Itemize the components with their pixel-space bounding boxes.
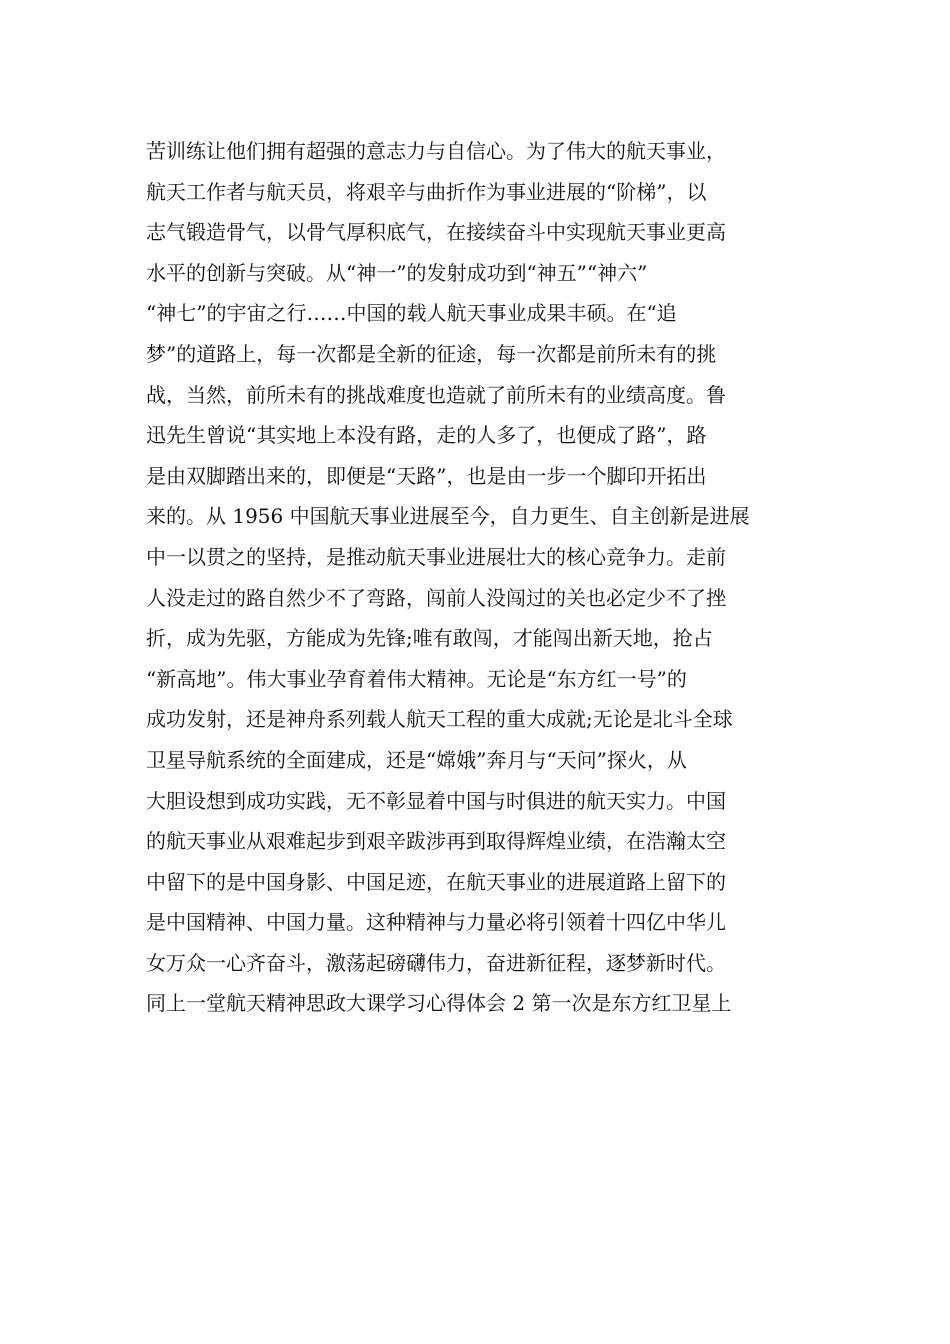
text-line: “新高地”。伟大事业孕育着伟大精神。无论是“东方红一号”的 bbox=[146, 666, 687, 691]
body-text bbox=[146, 131, 806, 1024]
text-line: 卫星导航系统的全面建成，还是“嫦娥”奔月与“天问”探火，从 bbox=[146, 747, 687, 772]
text-line: 中留下的是中国身影、中国足迹，在航天事业的进展道路上留下的 bbox=[146, 869, 726, 894]
text-line: 成功发射，还是神舟系列载人航天工程的重大成就;无论是北斗全球 bbox=[146, 707, 733, 732]
text-line: 折，成为先驱，方能成为先锋;唯有敢闯，才能闯出新天地，抢占 bbox=[146, 626, 713, 651]
text-line: 战，当然，前所未有的挑战难度也造就了前所未有的业绩高度。鲁 bbox=[146, 382, 726, 407]
text-line: 航天工作者与航天员，将艰辛与曲折作为事业进展的“阶梯”，以 bbox=[146, 179, 707, 204]
text-line: 梦”的道路上，每一次都是全新的征途，每一次都是前所未有的挑 bbox=[146, 341, 717, 366]
text-line: 迅先生曾说“其实地上本没有路，走的人多了，也便成了路”，路 bbox=[146, 423, 707, 448]
text-line: “神七”的宇宙之行……中国的载人航天事业成果丰硕。在“追 bbox=[146, 301, 677, 326]
text-line: 同上一堂航天精神思政大课学习心得体会 2 第一次是东方红卫星上 bbox=[146, 991, 732, 1016]
text-line: 志气锻造骨气，以骨气厚积底气，在接续奋斗中实现航天事业更高 bbox=[146, 220, 726, 245]
text-line: 大胆设想到成功实践，无不彰显着中国与时俱进的航天实力。中国 bbox=[146, 788, 726, 813]
text-line: 苦训练让他们拥有超强的意志力与自信心。为了伟大的航天事业， bbox=[146, 139, 726, 163]
text-line: 水平的创新与突破。从“神一”的发射成功到“神五”“神六” bbox=[146, 260, 648, 285]
text-line: 的航天事业从艰难起步到艰辛跋涉再到取得辉煌业绩，在浩瀚太空 bbox=[146, 829, 726, 854]
text-line: 是由双脚踏出来的，即便是“天路”，也是由一步一个脚印开拓出 bbox=[146, 463, 707, 488]
text-line: 人没走过的路自然少不了弯路，闯前人没闯过的关也必定少不了挫 bbox=[146, 585, 726, 610]
text-line: 是中国精神、中国力量。这种精神与力量必将引领着十四亿中华儿 bbox=[146, 910, 726, 935]
text-line: 来的。从 1956 中国航天事业进展至今，自力更生、自主创新是进展 bbox=[146, 504, 750, 529]
text-line: 女万众一心齐奋斗，激荡起磅礴伟力，奋进新征程，逐梦新时代。 bbox=[146, 950, 726, 975]
text-line: 中一以贯之的坚持，是推动航天事业进展壮大的核心竞争力。走前 bbox=[146, 544, 726, 569]
